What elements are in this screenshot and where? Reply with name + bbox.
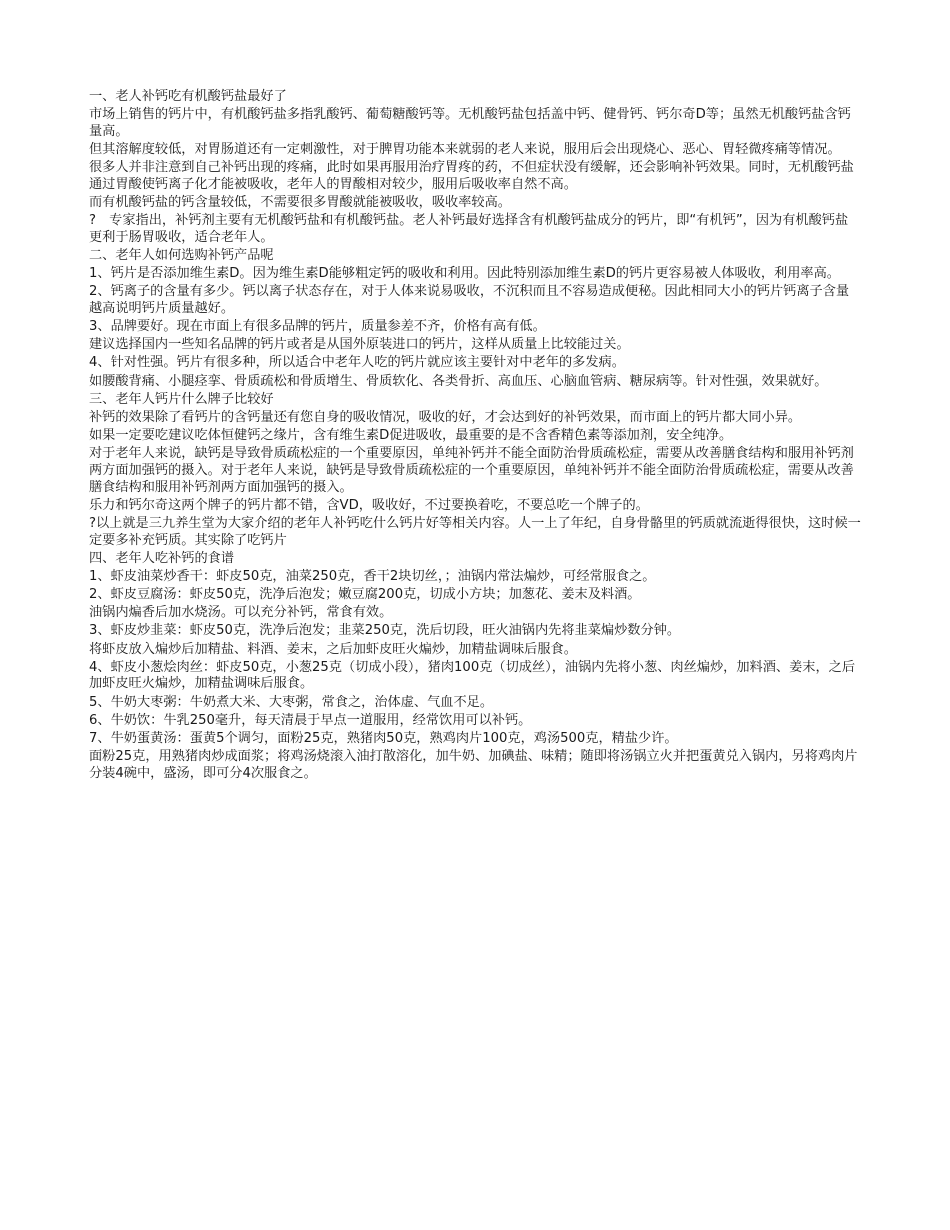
paragraph: 如果一定要吃建议吃体恒健钙之缘片，含有维生素D促进吸收，最重要的是不含香精色素等添加剂，安全纯净。 [89, 428, 733, 444]
recipe-item: 5、牛奶大枣粥：牛奶煮大米、大枣粥，常食之，治体虚、气血不足。 [89, 694, 494, 710]
paragraph: 2、钙离子的含量有多少。钙以离子状态存在，对于人体来说易吸收，不沉积而且不容易造成便秘。因此相同大小的钙片钙离子含量越高说明钙片质量越好。 [89, 284, 850, 316]
paragraph: 市场上销售的钙片中，有机酸钙盐多指乳酸钙、葡萄糖酸钙等。无机酸钙盐包括盖中钙、健骨钙、钙尔奇D等；虽然无机酸钙盐含钙量高。 [89, 107, 851, 139]
paragraph: 对于老年人来说，缺钙是导致骨质疏松症的一个重要原因，单纯补钙并不能全面防治骨质疏松症，需要从改善膳食结构和服用补钙剂两方面加强钙的摄入。对于老年人来说，缺钙是导致骨质疏松症的一个重要原因，单纯补钙并不能全面防治骨质疏松症，需要从改善膳食结构和服用补钙剂两方面加强钙的摄入。 [89, 446, 854, 495]
section-heading-4: 四、老年人吃补钙的食谱 [89, 550, 235, 566]
recipe-item: 7、牛奶蛋黄汤：蛋黄5个调匀，面粉25克，熟猪肉50克，熟鸡肉片100克，鸡汤500克，精盐少许。 [89, 731, 678, 746]
section-heading-2: 二、老年人如何选购补钙产品呢 [89, 247, 274, 263]
paragraph: ?以上就是三九养生堂为大家介绍的老年人补钙吃什么钙片好等相关内容。人一上了年纪，自身骨骼里的钙质就流逝得很快，这时候一定要多补充钙质。其实除了吃钙片 [89, 515, 861, 548]
paragraph: 如腰酸背痛、小腿痉挛、骨质疏松和骨质增生、骨质软化、各类骨折、高血压、心脑血管病、糖尿病等。针对性强，效果就好。 [89, 373, 828, 389]
paragraph: 4、针对性强。钙片有很多种，所以适合中老年人吃的钙片就应该主要针对中老年的多发病。 [89, 355, 625, 371]
paragraph: 油锅内煸香后加水烧汤。可以充分补钙，常食有效。 [89, 605, 393, 621]
paragraph: 3、品牌要好。现在市面上有很多品牌的钙片，质量参差不齐，价格有高有低。 [89, 319, 546, 335]
paragraph: 补钙的效果除了看钙片的含钙量还有您自身的吸收情况，吸收的好，才会达到好的补钙效果，而市面上的钙片都大同小异。 [89, 410, 802, 425]
recipe-item: 4、虾皮小葱烩肉丝：虾皮50克，小葱25克（切成小段），猪肉100克（切成丝），油锅内先将小葱、肉丝煸炒，加料酒、姜末，之后加虾皮旺火煸炒，加精盐调味后服食。 [89, 659, 856, 692]
paragraph: ? 专家指出，补钙剂主要有无机酸钙盐和有机酸钙盐。老人补钙最好选择含有机酸钙盐成分的钙片，即“有机钙”，因为有机酸钙盐更利于肠胃吸收，适合老年人。 [89, 213, 849, 245]
paragraph: 乐力和钙尔奇这两个牌子的钙片都不错，含VD，吸收好，不过要换着吃，不要总吃一个牌子的。 [89, 497, 649, 513]
paragraph: 面粉25克，用熟猪肉炒成面浆；将鸡汤烧滚入油打散溶化，加牛奶、加碘盐、味精；随即将汤锅立火并把蛋黄兑入锅内，另将鸡肉片分装4碗中，盛汤，即可分4次服食之。 [89, 749, 858, 781]
paragraph: 而有机酸钙盐的钙含量较低，不需要很多胃酸就能被吸收，吸收率较高。 [89, 194, 511, 210]
recipe-item: 1、虾皮油菜炒香干：虾皮50克，油菜250克，香干2块切丝，；油锅内常法煸炒，可经常服食之。 [89, 568, 656, 584]
document-body [89, 89, 861, 784]
paragraph: 很多人并非注意到自己补钙出现的疼痛，此时如果再服用治疗胃疼的药，不但症状没有缓解，还会影响补钙效果。同时，无机酸钙盐通过胃酸使钙离子化才能被吸收，老年人的胃酸相对较少，服用后吸收率自然不高。 [89, 160, 854, 192]
recipe-item: 3、虾皮炒韭菜：虾皮50克，洗净后泡发；韭菜250克，洗后切段，旺火油锅内先将韭菜煸炒数分钟。 [89, 623, 681, 639]
recipe-item: 2、虾皮豆腐汤：虾皮50克，洗净后泡发；嫩豆腐200克，切成小方块；加葱花、姜末及料酒。 [89, 587, 641, 603]
paragraph: 建议选择国内一些知名品牌的钙片或者是从国外原装进口的钙片，这样从质量上比较能过关。 [89, 337, 630, 353]
section-heading-3: 三、老年人钙片什么牌子比较好 [89, 391, 274, 407]
paragraph: 1、钙片是否添加维生素D。因为维生素D能够粗定钙的吸收和利用。因此特别添加维生素D的钙片更容易被人体吸收，利用率高。 [89, 266, 840, 282]
paragraph: 将虾皮放入煸炒后加精盐、料酒、姜末，之后加虾皮旺火煸炒，加精盐调味后服食。 [89, 641, 577, 657]
paragraph: 但其溶解度较低，对胃肠道还有一定刺激性，对于脾胃功能本来就弱的老人来说，服用后会出现烧心、恶心、胃轻微疼痛等情况。 [89, 141, 841, 157]
recipe-item: 6、牛奶饮：牛乳250毫升，每天清晨于早点一道服用，经常饮用可以补钙。 [89, 712, 532, 728]
section-heading-1: 一、老人补钙吃有机酸钙盐最好了 [89, 89, 287, 104]
